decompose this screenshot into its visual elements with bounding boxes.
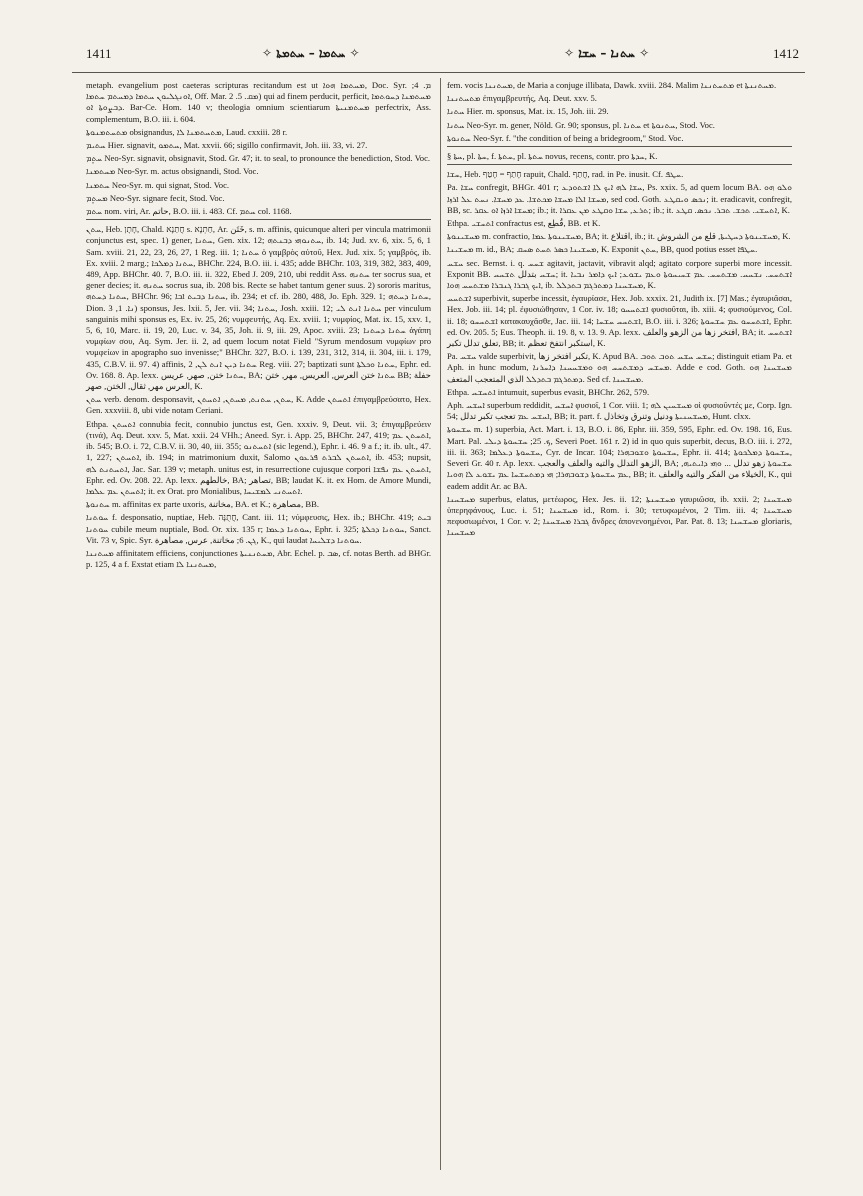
entry-paragraph: ܚܫܚܘܬܐ m. 1) superbia, Act. Mart. i. 13, B.O. i. 86, Ephr. iii. 359, 595, Ephr. ed. Ov. 198. 16, Eus. Mart. Pal. ܟ. 25; ܚܫܚܘܬܐ ܕܝܠܝ, Severi Poet. 161 r. 2) id in quo quis superbit, decus, B.O. iii. i. 272, iii. ii. 363; ܚܫܚܘܬܐ ܕܥܠܡܐ, Cyr. de Incar. 104; ܚܫܚܘܬܐ ܘܫܘܒܗܪܐ, Ephr. ii. 414; ܚܫܚܘܬܐ ܕܡܠܟܘܬܐ, Severi Gr. 40 r. Ap. lexx. الزهو التدلل والتيه والعلف والعجب, BA; ܚܫܚܘܬܐ زهو تدلل ... ܘܗܝ ܕܐܝܬܝܗ, ܥܡ ܚܫܚܘܬܐ ܕܫܘܒܗܪܐ; ܗܝ ܕܡܬܚܫܚܐ ܥܡ ܝܫܘܥ ܠܐ ܗܘܝܐ, BB; it. الخيلاء من الفكر والتيه والعلف, K., qui eadem addit Ar. ac BA. <box>447 424 793 491</box>
header-rule <box>72 72 805 73</box>
entry-paragraph: ܚܫܐ, Heb. חָתַף = חָטַף rapuit, Chald. חֲתַף, rad. in Pe. inusit. Cf. ܚܛܦ. <box>447 169 684 180</box>
entry-paragraph: Ethpa. ܐܬܚܫܚ intumuit, superbus evasit, BHChr. 262, 579. <box>447 386 650 397</box>
page-number-right: 1412 <box>773 46 799 61</box>
entry-paragraph: ܚܬܢܐ Hier. m. sponsus, Mat. ix. 15, Joh. iii. 29. <box>447 106 609 117</box>
entry-paragraph: ܡܬܚܬܢܢܐ ἐπιγαμβρευτής, Aq. Deut. xxv. 5. <box>447 93 597 104</box>
entry-paragraph: ܚܬܢ verb. denom. desponsavit, ܚܬܢ, ܚܬܢܬ, ܡܚܬܢ, ܐܬܚܬܢ, K. Adde ܐܬܚܬܢ ἐπιγαμβρεύσατο, Hex. Gen. xxxviii. 8, ubi vide notam Ceriani. <box>86 394 431 416</box>
entry-paragraph: ܡܚܫܚܢܐ superbus, elatus, μετέωρος, Hex. Jes. ii. 12; ܡܚܫܚܢܬܐ γαυριῶσα, ib. xxii. 2; ܡܚܫܚܢܐ ὑπερηφάνους, Luc. i. 51; ܡܚܫܚܢܐ id., Rom. i. 30; τετυφωμένοι, 2 Tim. iii. 4; ܡܚܫܚܢܐ πεφυσιωμένοι, 1 Cor. v. 2; ܓܒܪܐ ܡܚܫܚܢܐ ἄνδρες ἀπονενοημένοι, Par. Pat. 8. 13; ܡܚܫܚܢܐ gloriaris, ܡܚܫܚܢܐ <box>447 493 792 538</box>
right-column <box>447 80 792 541</box>
entry-paragraph: ܡܚܬܸܡ Neo-Syr. signare fecit, Stod. Voc. <box>86 192 225 203</box>
entry-paragraph: ܚܘܬܢܐ f. desponsatio, nuptiae, Heb. חֲתֻנָּה, Cant. iii. 11; νύμφευσις, Hex. ib.; BHChr. 419; ܒܝܬ ܚܘܬܢܐ cubile meum nuptiale, Bod. Or. xix. 135 r; ܚܘܬܢܐ ܕܥܡܐ, Ephr. i. 325; ܚܘܬܢܐ ܕܟܠܬܐ, Sanct. Vit. 73 v, Spic. Syr. ܓܢ. 6; مخاتنة, عرس, مصاهرة, K., qui laudat ܚܘܬܢܐ ܕܫܠܝܚܐ. <box>86 512 432 545</box>
entry-paragraph: § ܚܬܐ, pl. ܚܬܐ, f. ܚܬܬܐ, pl. ܚܬܬܐ novus, recens, contr. pro ܚܕܬܐ, K. <box>447 151 658 162</box>
entry-paragraph: Ethpa. ܐܬܚܬܢ connubia fecit, connubio junctus est, Gen. xxxiv. 9, Deut. vii. 3; ἐπιγαμβρεύειν (τινά), Aq. Deut. xxv. 5, Mat. xxii. 24 VHh.; Aneed. Syr. i. App. 25, BHChr. 247, 419; ܐܬܚܬܢ ܥܡ, ib. 545; B.O. i. 72, C.B.V. ii. 30, 40, iii. 355; ܐܬܚܬܢܘ (sic legend.), Ephr. i. 46. 9 a f.; it. ib. ult., 47. 1, 227; ܐܬܚܬܢ, ib. 194; in matrimonium duxit, Salomo ܐܬܚܬܢ ܠܒܪܬ ܦܪܥܘܢ, ib. 453; nupsit, ܐܬܚܬܢܬ ܠܗ, Jac. Sar. 139 v; metaph. unitus est, in resurrectione cujusque corpori ܐܬܚܬܢ ܥܡ ܢܦܫܐ, Ephr. ed. Ov. 208. 22. Ap. lexx. خالطهم, BA; تصاهر, BB; laudat K. it. ex Hom. de Amore Mundi, ܐܬܚܬܢ ܥܡ ܥܠܡܐ; it. ex Orat. pro Monialibus, ܐܬܚܬܢܝ ܠܡܫܝܚܐ. <box>86 418 432 496</box>
entry-paragraph: Pa. ܚܫܐ confregit, BHGr. 401 r; ܚܫܐ ܠܗ ܐܝܟ ܠܐ ܐܫܬܘܕܥ, Ps. xxix. 5, ad quem locum BA. ܘܠܘ ܗܘ ܡܚܫܐ ܐܠܐ ܡܚܫܐ ܡܟܬܫܐ. ܥܕ ܡܚܫܐ. ܢܚܬ ܥܠ ܐܪܙܐ, sed cod. Goth. ܢܟܣ ܘܝܩܛܥ; it. eradicavit, confregit, BB, sc. ܡܚܫܐ ܐܪܙܐ ܐܘ ܥܩܪ; ib.; it. ܬܪܥ, ܚܫܐ ܘܩܛܥ ܡܢ ܥܩܪܐ; ib.; it. ܐܬܚܫܝ. ܬܟܫ. ܬܒܪ. ܢܟܣ. ܩܛܥ, K. <box>447 182 793 215</box>
entry-separator <box>447 146 792 147</box>
entry-paragraph: ܡܚܬܡܢܐ Neo-Syr. m. actus obsignandi, Stod. Voc. <box>86 166 259 177</box>
entry-paragraph: ܚܬܝܡ Hier. signavit, ܚܬܡܘ, Mat. xxvii. 66; sigillo confirmavit, Joh. iii. 33, vi. 27. <box>86 140 368 151</box>
entry-paragraph: ܚܬܸܡ Neo-Syr. signavit, obsignavit, Stod. Gr. 47; it. to seal, to pronounce the benediction, Stod. Voc. <box>86 153 431 164</box>
entry-paragraph: Ethpa. ܐܬܚܫܝ confractus est, قُطِع, BB. et K. <box>447 218 601 229</box>
entry-paragraph: ܚܬܢܐ Neo-Syr. m. gener, Nöld. Gr. 90; sponsus, pl. ܚܬܢܐ et ܚܬܢܘܬܐ, Stod. Voc. <box>447 119 715 130</box>
entry-paragraph: ܡܚܫܝܢܘܬܐ m. confractio, ܡܚܫܝܢܘܬܐ ܥܡܐ, BA; it. اقتلاع, ib.; it. ܡܚܫܝܢܘܬܐ ܕܚܛܝܬܐ, قلع من الشروش, K. <box>447 231 791 242</box>
entry-paragraph: ܚܬܢܘܬܐ Neo-Syr. f. "the condition of being a bridegroom," Stod. Voc. <box>447 132 684 143</box>
entry-paragraph: ܚܬܢ, Heb. חָתָן, Chald. חֲתַנָא s. חַתְנָא, Ar. خَتَن, s. m. affinis, quicunque alteri per vincula matrimonii conjunctus est, spec. 1) gener, ܚܬܢܐ, Gen. xix. 12; ܚܬܢܘܗܝ ܕܒܢܬܗ, ib. 14; Jud. xv. 6, xix. 5, 6, 1 Sam. xviii. 21, 22, 23, 26, 27, 1 Reg. iii. 1; ܚܬܢܐ ὁ γαμβρὸς αὐτοῦ, Hex. Jud. xix. 5; γαμβρός, ib. Ex. xviii. 2 marg.; ܚܬܢܐ ܕܡܠܟܐ, BHChr. 224, B.O. iii. i. 435; adde BHChr. 103, 319, 382, 383, 409, 489, App. BHChr. 40. 7, B.O. iii. ii. 322, Ebed J. 209, 210, ubi reddit Ass. ܚܬܢܗ ter socrus sua, et gener decies; it. ܚܬܢܗ socrus sua, ib. 208 bis. Recte se habet tantum gener suus. 2) sororis maritus, ܚܬܢܐ ܕܚܬܗ, BHChr. 96; ܚܬܢܐ ܕܒܝܬ ܐܒܐ, ib. 234; et cf. ib. 280, 488, Jo. Eph. 329. 1; ܚܬܢܐ ܕܚܬܗ, Dion. ܢܐ. 1, 3) sponsus, Jes. lxii. 5, Jer. vii. 34; ܚܬܢܐ, Josh. xxiii. 12; ܚܬܢܐ ܐܢܬ ܠܝ per vinculum sanguinis mihi sponsus es, Ex. iv. 25, 26; νυμφευτής, Aq. Ex. xviii. 1; νυμφίος, Mat. ix. 15, xxv. 1, 5, 6, 10, Marc. ii. 19, 20, Luc. v. 34, 35, Joh. ii. 9, iii. 29, Apoc. xviii. 23; ܚܬܢܐ ܕܚܬܢܐ ἀγάπη νυμφίων σου, Aq. Sym. Jer. ii. 2, ad quem locum notat Field "Syrum mendosum νυμφίων pro νυμφείων in apographo suo invenisse;" BHChr. 327, B.O. i. 139, 231, 312, 314, ii. 304, iii. i. 179, 435, C.B.V. ii. 97. 4) affinis, ܚܬܢܐ ܕܝܢ ܐܢܬ ܠܢ, 2 Reg. viii. 27; baptizati sunt ܚܬܢܐ ܘܟܠܬܐ, Ephr. ed. Ov. 168. 8. Ap. lexx. ܚܬܢܐ ختن, صهر, عريس, BA; ܚܬܢܐ ختن العرس, العريس, مهر, ختن BB; حفلة العرس مهر, ثقال, الختن, صهر, K. <box>86 224 432 392</box>
header-left-title: ✧ ܚܬܡܐ – ܚܬܡܬܐ ✧ <box>262 46 360 60</box>
entry-paragraph: ܚܬܢܘܬܐ m. affinitas ex parte uxoris, مخاتنة, BA. et K.; مصاهرة, BB. <box>86 499 319 510</box>
entry-paragraph: metaph. evangelium post caeteras scripturas recitandum est ut ܡܚܬܡܐ ܗܘܐ, Doc. Syr. ܡ. 4; ܐܘܢܓܠܝܘܢ ܚܬܡܐ ܕܡܚܬܡ ܚܬܡܐ, Off. Mar. ܡܩ. 5. 2) qui ad finem perducit, perficit, ܡܚܬܡܢܐ ܕܚܘܬܡܐ ܕܒܨܘܬܐ ܐܘ. Bar-Ce. Hom. 140 v; theologia omnium scientiarum ܡܚܬܡܢܝܬܐ perfectrix, Ass. complementum, B.O. iii. i. 604. <box>86 80 431 124</box>
entry-paragraph: ܐܫܬܚܚ superbivit, superbe incessit, ἐγαυρίασε, Hex. Job. xxxix. 21, Judith ix. [7] Mas.; ἐγαυριᾶσαι, Hex. Job. iii. 14; pl. ἐφυσιώθησαν, 1 Cor. iv. 18; ܐܫܬܚܚܘ φυσιοῦται, ib. xiii. 4; φυσιούμενος, Col. ii. 18; ܐܫܬܚܚܘ κατακαυχᾶσθε, Jac. iii. 14; ܐܫܬܚܚ ܚܫܚܐ, B.O. iii. i. 326; ܐܫܬܚܚܘ ܥܡ ܚܫܚܘܬܐ, Ephr. ed. Ov. 205. 5; Eus. Theoph. ii. 19. 8, v. 13. 9. Ap. lexx. افتخر زها من الزهو والعلف, BA; it. ܐܫܬܚܚ تعلق تدلل تكبر, BB; it. استكبر انتفخ تعظم, K. <box>447 293 793 349</box>
entry-paragraph: ܡܚܫܝܢܐ m. id., BA; ܡܚܫܝܢܐ ܟܣܪ ܬܚܬ ܣܚܩ, K. Exponit ܚܬܢ, BB, quod potius esset ܚܛܦܐ. <box>447 244 758 255</box>
running-header <box>70 46 813 68</box>
entry-paragraph: ܡܚܬܢܢܐ affinitatem efficiens, conjunctiones ܡܚܬܢܢܝܬܐ, Abr. Echel. p. ܣܒ, cf. notas Berth. ad BHGr. p. 125, 4 a f. Exstat etiam ܡܚܬܢܢܐ ܠܐ, <box>86 547 432 570</box>
entry-separator <box>447 164 792 165</box>
entry-paragraph: Aph. ܐܚܫܚ superbum reddidit, ܐܚܫܚ φυσιοῖ, 1 Cor. viii. 1; ܡܚܫܚܝܢ ܠܗ οἱ φυσιοῦντές με, Corp. Ign. 54; ܐܚܫܚ ܥܡ تعجب تكبر تدلل, BB; it. part. f. ܡܚܫܚܢܝܬܐ ودنيل وتنرق وتخاذل, Hunt. clxx. <box>447 400 793 422</box>
left-column <box>86 80 431 572</box>
column-divider <box>440 78 441 1170</box>
header-right-title: ✧ ܚܬܢܐ – ܚܫܐ ✧ <box>564 46 650 60</box>
entry-paragraph: ܡܬܚܬܡܢܘܬܐ obsignandus, ܡܬܚܬܡܢܐ ܠܐ, Laud. cxxiii. 28 r. <box>86 126 288 137</box>
entry-paragraph: fem. vocis ܡܚܬܢܢܐ, de Maria a conjuge illibata, Dawk. xviii. 284. Malim ܡܬܚܬܢܢܐ et ܡܚܬܢܢܬܐ. <box>447 80 777 90</box>
page-number-left: 1411 <box>86 46 112 61</box>
entry-paragraph: Pa. ܚܫܚ valde superbivit, تكبر افتخر زها, K. Apud BA. ܚܫܚ ܚܫܚ ܬܘܒ ܬܘܒ; distinguit etiam Pa. et Aph. in hunc modum, ܡܚܫܚ ܕܡܫܬܚܚ ܗܘ ܘܡܫܚܚܢܐ ܕܐܚܪܢܐ. Adde e cod. Goth. ܡܚܫܚܢܐ ܗܘ ܕܡܬܪܓܡ ܒܬܕܠܠ الذي المتعجب المتعف. Sed cf. ܡܚܫܚܢܐ. <box>447 351 793 384</box>
entry-paragraph: ܚܬܡ nom. viri, Ar. حاتم, B.O. iii. i. 483. Cf. ܚܬܡ col. 1168. <box>86 206 292 217</box>
entry-paragraph: ܚܫܚ sec. Bernst. i. q. ܫܚܚ agitavit, jactavit, vibravit alqd; agitato corpore superbi more incessit. Exponit BB. ܚܫܚ بتدلل ܬܫܚܚ; it. ܐܫܬܚܚ. ܢܫܚܚ. ܡܫܬܚܚ. ܥܡ ܫܚܝܚܘܬܐ ܘܥܡ ܝܫܘܥ; ܐܝܟ ܕܐܡܪ ܢܒܝܐ ܐܝܟ ܓܒܪܐ ܓܢܒܪܐ ܡܫܬܚܚ ܗܘܐ, ib. ܡܚܫܚܢܐ ܕܡܬܪܓܡ ܒܬܕܠܠ, K. <box>447 257 793 291</box>
entry-paragraph: ܚܬܡܢܐ Neo-Syr. m. qui signat, Stod. Voc. <box>86 179 230 190</box>
entry-separator <box>86 219 431 220</box>
